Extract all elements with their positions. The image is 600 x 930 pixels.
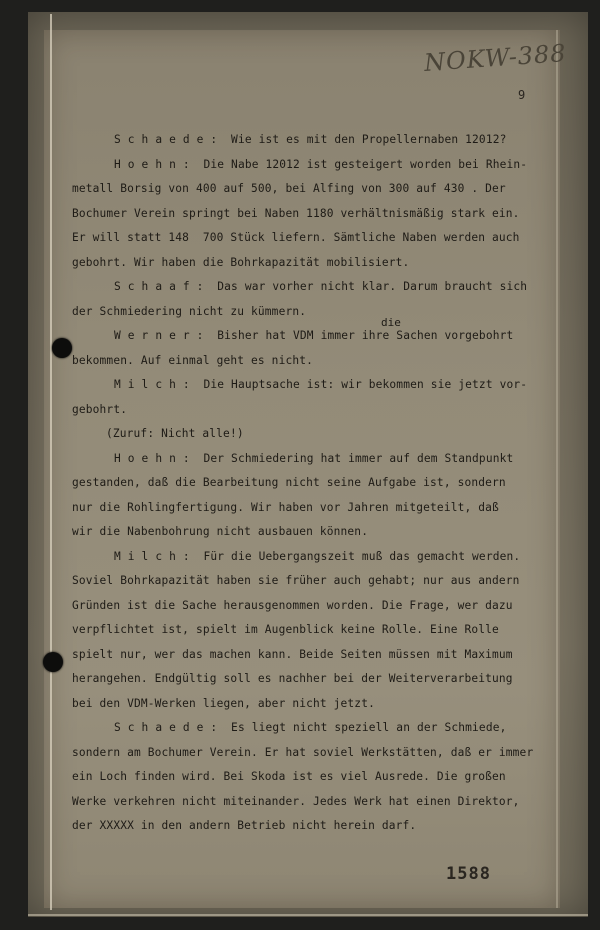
text-line: Er will statt 148 700 Stück liefern. Sämtliche Naben werden auch [72, 231, 520, 244]
text-line: spielt nur, wer das machen kann. Beide Seiten müssen mit Maximum [72, 647, 513, 661]
text-line: Bochumer Verein springt bei Naben 1180 verhältnismäßig stark ein. [72, 206, 520, 220]
text-line: bekommen. Auf einmal geht es nicht. [72, 353, 313, 367]
text-line: nur die Rohlingfertigung. Wir haben vor Jahren mitgeteilt, daß [72, 500, 499, 514]
text-line: (Zuruf: Nicht alle!) [106, 427, 244, 440]
text-line: Werke verkehren nicht miteinander. Jedes Werk hat einen Direktor, [72, 794, 520, 808]
text-line: der Schmiedering nicht zu kümmern. [72, 304, 307, 318]
text-line: Gründen ist die Sache herausgenommen worden. Die Frage, wer dazu [72, 598, 513, 612]
text-line: ein Loch finden wird. Bei Skoda ist es viel Ausrede. Die großen [72, 770, 506, 783]
right-edge-line [556, 30, 558, 908]
text-line: S c h a e d e : Wie ist es mit den Propellernaben 12012? [114, 133, 507, 146]
text-line: gebohrt. Wir haben die Bohrkapazität mobilisiert. [72, 255, 410, 269]
text-line: bei den VDM-Werken liegen, aber nicht jetzt. [72, 696, 375, 710]
text-line: verpflichtet ist, spielt im Augenblick keine Rolle. Eine Rolle [72, 623, 499, 636]
text-line: metall Borsig von 400 auf 500, bei Alfing von 300 auf 430 . Der [72, 182, 506, 195]
document-id-handwritten: NOKW-388 [423, 39, 568, 77]
punch-hole-bottom [43, 652, 63, 672]
text-line: M i l c h : Für die Uebergangszeit muß das gemacht werden. [114, 549, 521, 563]
text-line: herangehen. Endgültig soll es nachher bei der Weiterverarbeitung [72, 672, 513, 685]
handwritten-insertion: die [381, 316, 401, 329]
text-line: der XXXXX in den andern Betrieb nicht herein darf. [72, 819, 417, 832]
text-line: H o e h n : Der Schmiedering hat immer auf dem Standpunkt [114, 451, 514, 465]
text-line: S c h a a f : Das war vorher nicht klar. Darum braucht sich [114, 280, 528, 293]
text-line: S c h a e d e : Es liegt nicht speziell an der Schmiede, [114, 721, 507, 734]
text-line: wir die Nabenbohrung nicht ausbauen können. [72, 525, 369, 538]
transcript-body [72, 128, 552, 839]
text-line: gestanden, daß die Bearbeitung nicht seine Aufgabe ist, sondern [72, 476, 506, 489]
text-line: Soviel Bohrkapazität haben sie früher auch gehabt; nur aus andern [72, 574, 520, 587]
text-line: W e r n e r : Bisher hat VDM immer ihre Sachen vorgebohrt [114, 329, 514, 342]
margin-line [50, 14, 52, 910]
page-number: 9 [518, 88, 526, 102]
stamp-number: 1588 [446, 864, 491, 884]
bottom-edge-line [28, 914, 588, 916]
text-line: H o e h n : Die Nabe 12012 ist gesteigert worden bei Rhein- [114, 157, 528, 171]
text-line: M i l c h : Die Hauptsache ist: wir bekommen sie jetzt vor- [114, 378, 528, 391]
punch-hole-top [52, 338, 72, 358]
text-line: gebohrt. [72, 402, 128, 416]
text-line: sondern am Bochumer Verein. Er hat soviel Werkstätten, daß er immer [72, 745, 534, 759]
